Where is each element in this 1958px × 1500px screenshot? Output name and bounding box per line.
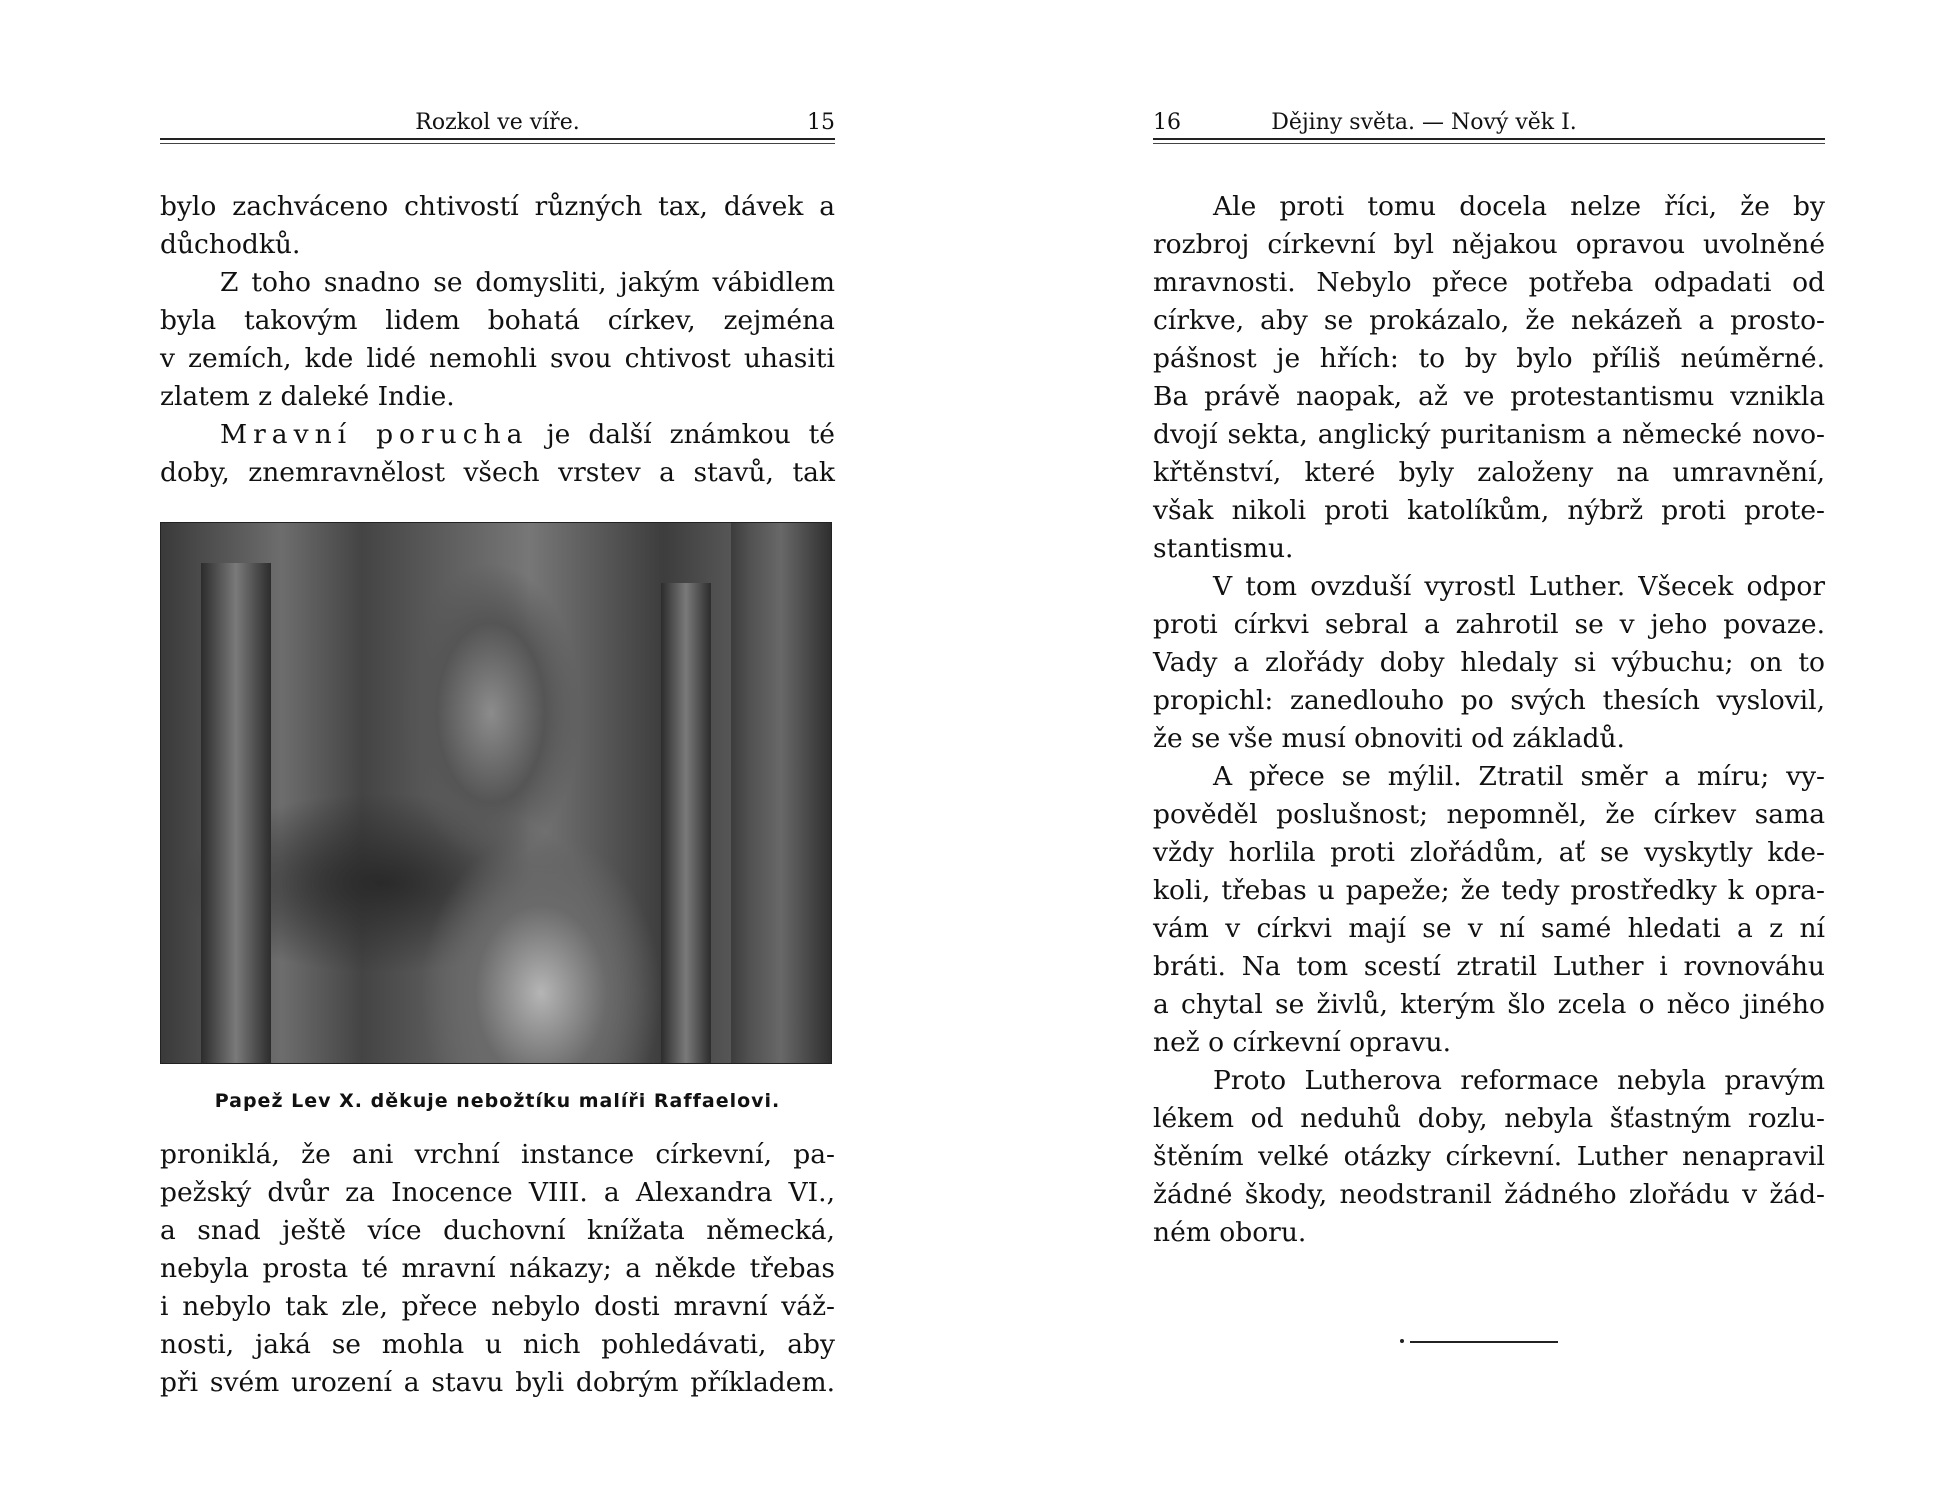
body-text — [1153, 188, 1825, 1252]
line-text: Vady a zlořády doby hledaly si výbuchu; on to — [1153, 647, 1825, 678]
text-line — [160, 1212, 835, 1250]
text-line — [160, 1326, 835, 1364]
line-text: a chytal se živlů, kterým šlo zcela o něco jiného — [1153, 989, 1825, 1020]
text-line — [1153, 378, 1825, 416]
text-line — [160, 340, 835, 378]
line-text: Ba právě naopak, až ve protestantismu vznikla — [1153, 381, 1825, 412]
text-line — [160, 1250, 835, 1288]
text-line — [160, 264, 835, 302]
text-line — [1153, 492, 1825, 530]
text-line — [1153, 226, 1825, 264]
body-text-bottom — [160, 1136, 835, 1402]
line-text: však nikoli proti katolíkům, nýbrž proti prote- — [1153, 495, 1825, 526]
text-line — [1153, 1024, 1825, 1062]
text-line — [1153, 872, 1825, 910]
text-line — [1153, 986, 1825, 1024]
end-ornament-dot — [1400, 1339, 1404, 1343]
text-line — [160, 1364, 835, 1402]
text-line — [1153, 454, 1825, 492]
line-text: pežský dvůr za Inocence VIII. a Alexandra VI., — [160, 1177, 835, 1208]
header-rule — [160, 143, 835, 144]
text-line — [1153, 416, 1825, 454]
line-text: mravnosti. Nebylo přece potřeba odpadati od — [1153, 267, 1825, 298]
text-line — [160, 188, 835, 226]
line-text: bylo zachváceno chtivostí různých tax, dávek a — [160, 191, 835, 222]
line-text: ném oboru. — [1153, 1217, 1307, 1248]
line-text: žádné škody, neodstranil žádného zlořádu v žád- — [1153, 1179, 1825, 1210]
text-line — [160, 1136, 835, 1174]
line-text: než o církevní opravu. — [1153, 1027, 1452, 1058]
line-text: pášnost je hřích: to by bylo příliš neúměrné. — [1153, 343, 1825, 374]
line-text: Ale proti tomu docela nelze říci, že by — [1213, 191, 1825, 222]
figure-caption: Papež Lev X. děkuje nebožtíku malíři Raffaelovi. — [214, 1090, 781, 1112]
text-line — [1153, 568, 1825, 606]
text-line — [1153, 644, 1825, 682]
text-line — [1153, 188, 1825, 226]
line-text: Z toho snadno se domysliti, jakým vábidlem — [220, 267, 835, 298]
text-line — [160, 302, 835, 340]
text-line — [1153, 1138, 1825, 1176]
text-line — [160, 416, 835, 454]
text-line — [160, 378, 835, 416]
line-text: při svém urození a stavu byli dobrým příkladem. — [160, 1367, 835, 1398]
running-title: Rozkol ve víře. — [415, 110, 580, 135]
text-line — [160, 454, 835, 492]
illustration-pope-leo-x-raphael — [160, 522, 832, 1064]
line-text: štěním velké otázky církevní. Luther nenapravil — [1153, 1141, 1825, 1172]
line-text: A přece se mýlil. Ztratil směr a míru; vy- — [1213, 761, 1825, 792]
text-line — [160, 1288, 835, 1326]
page-number: 15 — [807, 110, 835, 135]
text-line — [160, 1174, 835, 1212]
line-text: křtěnství, které byly založeny na umravnění, — [1153, 457, 1825, 488]
page-number: 16 — [1153, 110, 1181, 135]
line-text: byla takovým lidem bohatá církev, zejména — [160, 305, 835, 336]
text-line — [160, 226, 835, 264]
text-line — [1153, 530, 1825, 568]
text-line — [1153, 340, 1825, 378]
text-line — [1153, 1062, 1825, 1100]
text-line — [1153, 948, 1825, 986]
running-title: Dějiny světa. — Nový věk I. — [1271, 110, 1577, 135]
text-line — [1153, 910, 1825, 948]
line-text: doby, znemravnělost všech vrstev a stavů, tak — [160, 457, 835, 488]
text-line — [1153, 606, 1825, 644]
text-line — [1153, 264, 1825, 302]
line-text: že se vše musí obnoviti od základů. — [1153, 723, 1625, 754]
line-text: V tom ovzduší vyrostl Luther. Všecek odpor — [1213, 571, 1825, 602]
line-text: v zemích, kde lidé nemohli svou chtivost uhasiti — [160, 343, 835, 374]
header-rule — [1153, 138, 1825, 140]
text-line — [1153, 758, 1825, 796]
header-rule — [160, 138, 835, 140]
line-text: proti církvi sebral a zahrotil se v jeho povaze. — [1153, 609, 1825, 640]
line-text: církve, aby se prokázalo, že nekázeň a prosto- — [1153, 305, 1825, 336]
line-text: důchodků. — [160, 229, 301, 260]
text-line — [1153, 796, 1825, 834]
line-text: bráti. Na tom scestí ztratil Luther i rovnováhu — [1153, 951, 1825, 982]
line-text: nosti, jaká se mohla u nich pohledávati, aby — [160, 1329, 835, 1360]
line-text: stantismu. — [1153, 533, 1294, 564]
body-text-top — [160, 188, 835, 492]
end-rule — [1410, 1341, 1558, 1343]
text-line — [1153, 1100, 1825, 1138]
text-line — [1153, 1176, 1825, 1214]
line-text: koli, třebas u papeže; že tedy prostředky k opra- — [1153, 875, 1825, 906]
line-text: zlatem z daleké Indie. — [160, 381, 455, 412]
text-line — [1153, 682, 1825, 720]
text-line — [1153, 302, 1825, 340]
line-text: a snad ještě více duchovní knížata německá, — [160, 1215, 835, 1246]
line-text: propichl: zanedlouho po svých thesích vyslovil, — [1153, 685, 1825, 716]
line-text: vždy horlila proti zlořádům, ať se vyskytly kde- — [1153, 837, 1825, 868]
line-text: pověděl poslušnost; nepomněl, že církev sama — [1153, 799, 1825, 830]
line-text: i nebylo tak zle, přece nebylo dosti mravní váž- — [160, 1291, 835, 1322]
line-text: dvojí sekta, anglický puritanism a německé novo- — [1153, 419, 1825, 450]
text-line — [1153, 834, 1825, 872]
line-text: nebyla prosta té mravní nákazy; a někde třebas — [160, 1253, 835, 1284]
spaced-emphasis: Mravní porucha — [220, 419, 529, 450]
line-text: proniklá, že ani vrchní instance církevní, pa- — [160, 1139, 835, 1170]
line-text: je další známkou té — [546, 419, 835, 450]
line-text: vám v církvi mají se v ní samé hledati a z ní — [1153, 913, 1825, 944]
line-text: Proto Lutherova reformace nebyla pravým — [1213, 1065, 1825, 1096]
line-text: rozbroj církevní byl nějakou opravou uvolněné — [1153, 229, 1825, 260]
text-line — [1153, 720, 1825, 758]
text-line — [1153, 1214, 1825, 1252]
header-rule — [1153, 143, 1825, 144]
line-text: lékem od neduhů doby, nebyla šťastným rozlu- — [1153, 1103, 1825, 1134]
